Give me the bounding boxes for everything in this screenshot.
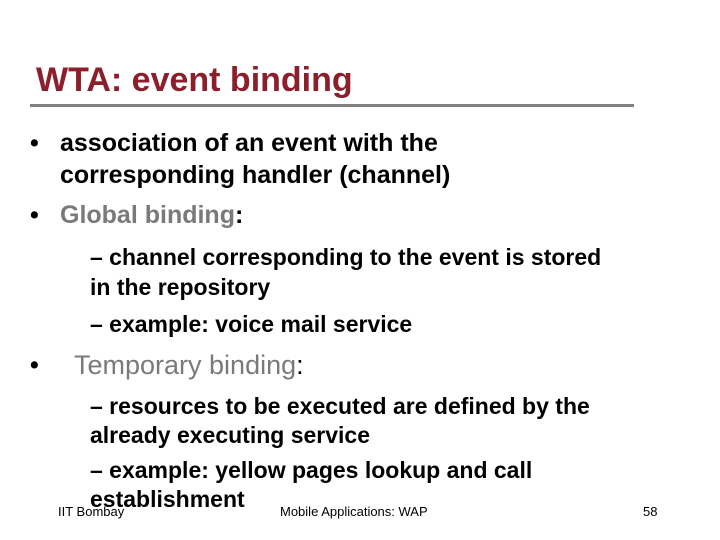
footer-center: Mobile Applications: WAP <box>280 504 428 519</box>
bullet-text-line-2: corresponding handler (channel) <box>60 161 451 189</box>
sub-bullet-channel-stored-cont: in the repository <box>90 274 271 300</box>
sub-bullet-voice-mail: – example: voice mail service <box>90 311 413 337</box>
footer-left: IIT Bombay <box>58 504 125 519</box>
sub-bullet-resources-cont: already executing service <box>90 422 370 448</box>
bullet-mark: • <box>30 351 39 379</box>
sub-bullet-channel-stored: – channel corresponding to the event is stored <box>90 244 602 270</box>
bullet-mark: • <box>30 201 39 229</box>
sub-bullet-yellow-pages-cont: establishment <box>90 486 245 512</box>
sub-bullet-resources: – resources to be executed are defined by the <box>90 393 590 419</box>
temporary-binding-colon: : <box>296 350 304 380</box>
title-underline <box>30 104 634 107</box>
bullet-text-line-1: association of an event with the <box>60 129 438 157</box>
footer-page-number: 58 <box>643 504 658 519</box>
sub-bullet-yellow-pages: – example: yellow pages lookup and call <box>90 457 533 483</box>
temporary-binding-term: Temporary binding <box>74 350 297 380</box>
slide-title: WTA: event binding <box>36 61 353 99</box>
bullet-mark: • <box>30 129 39 157</box>
global-binding-colon: : <box>234 201 244 229</box>
global-binding-term: Global binding <box>60 201 235 229</box>
